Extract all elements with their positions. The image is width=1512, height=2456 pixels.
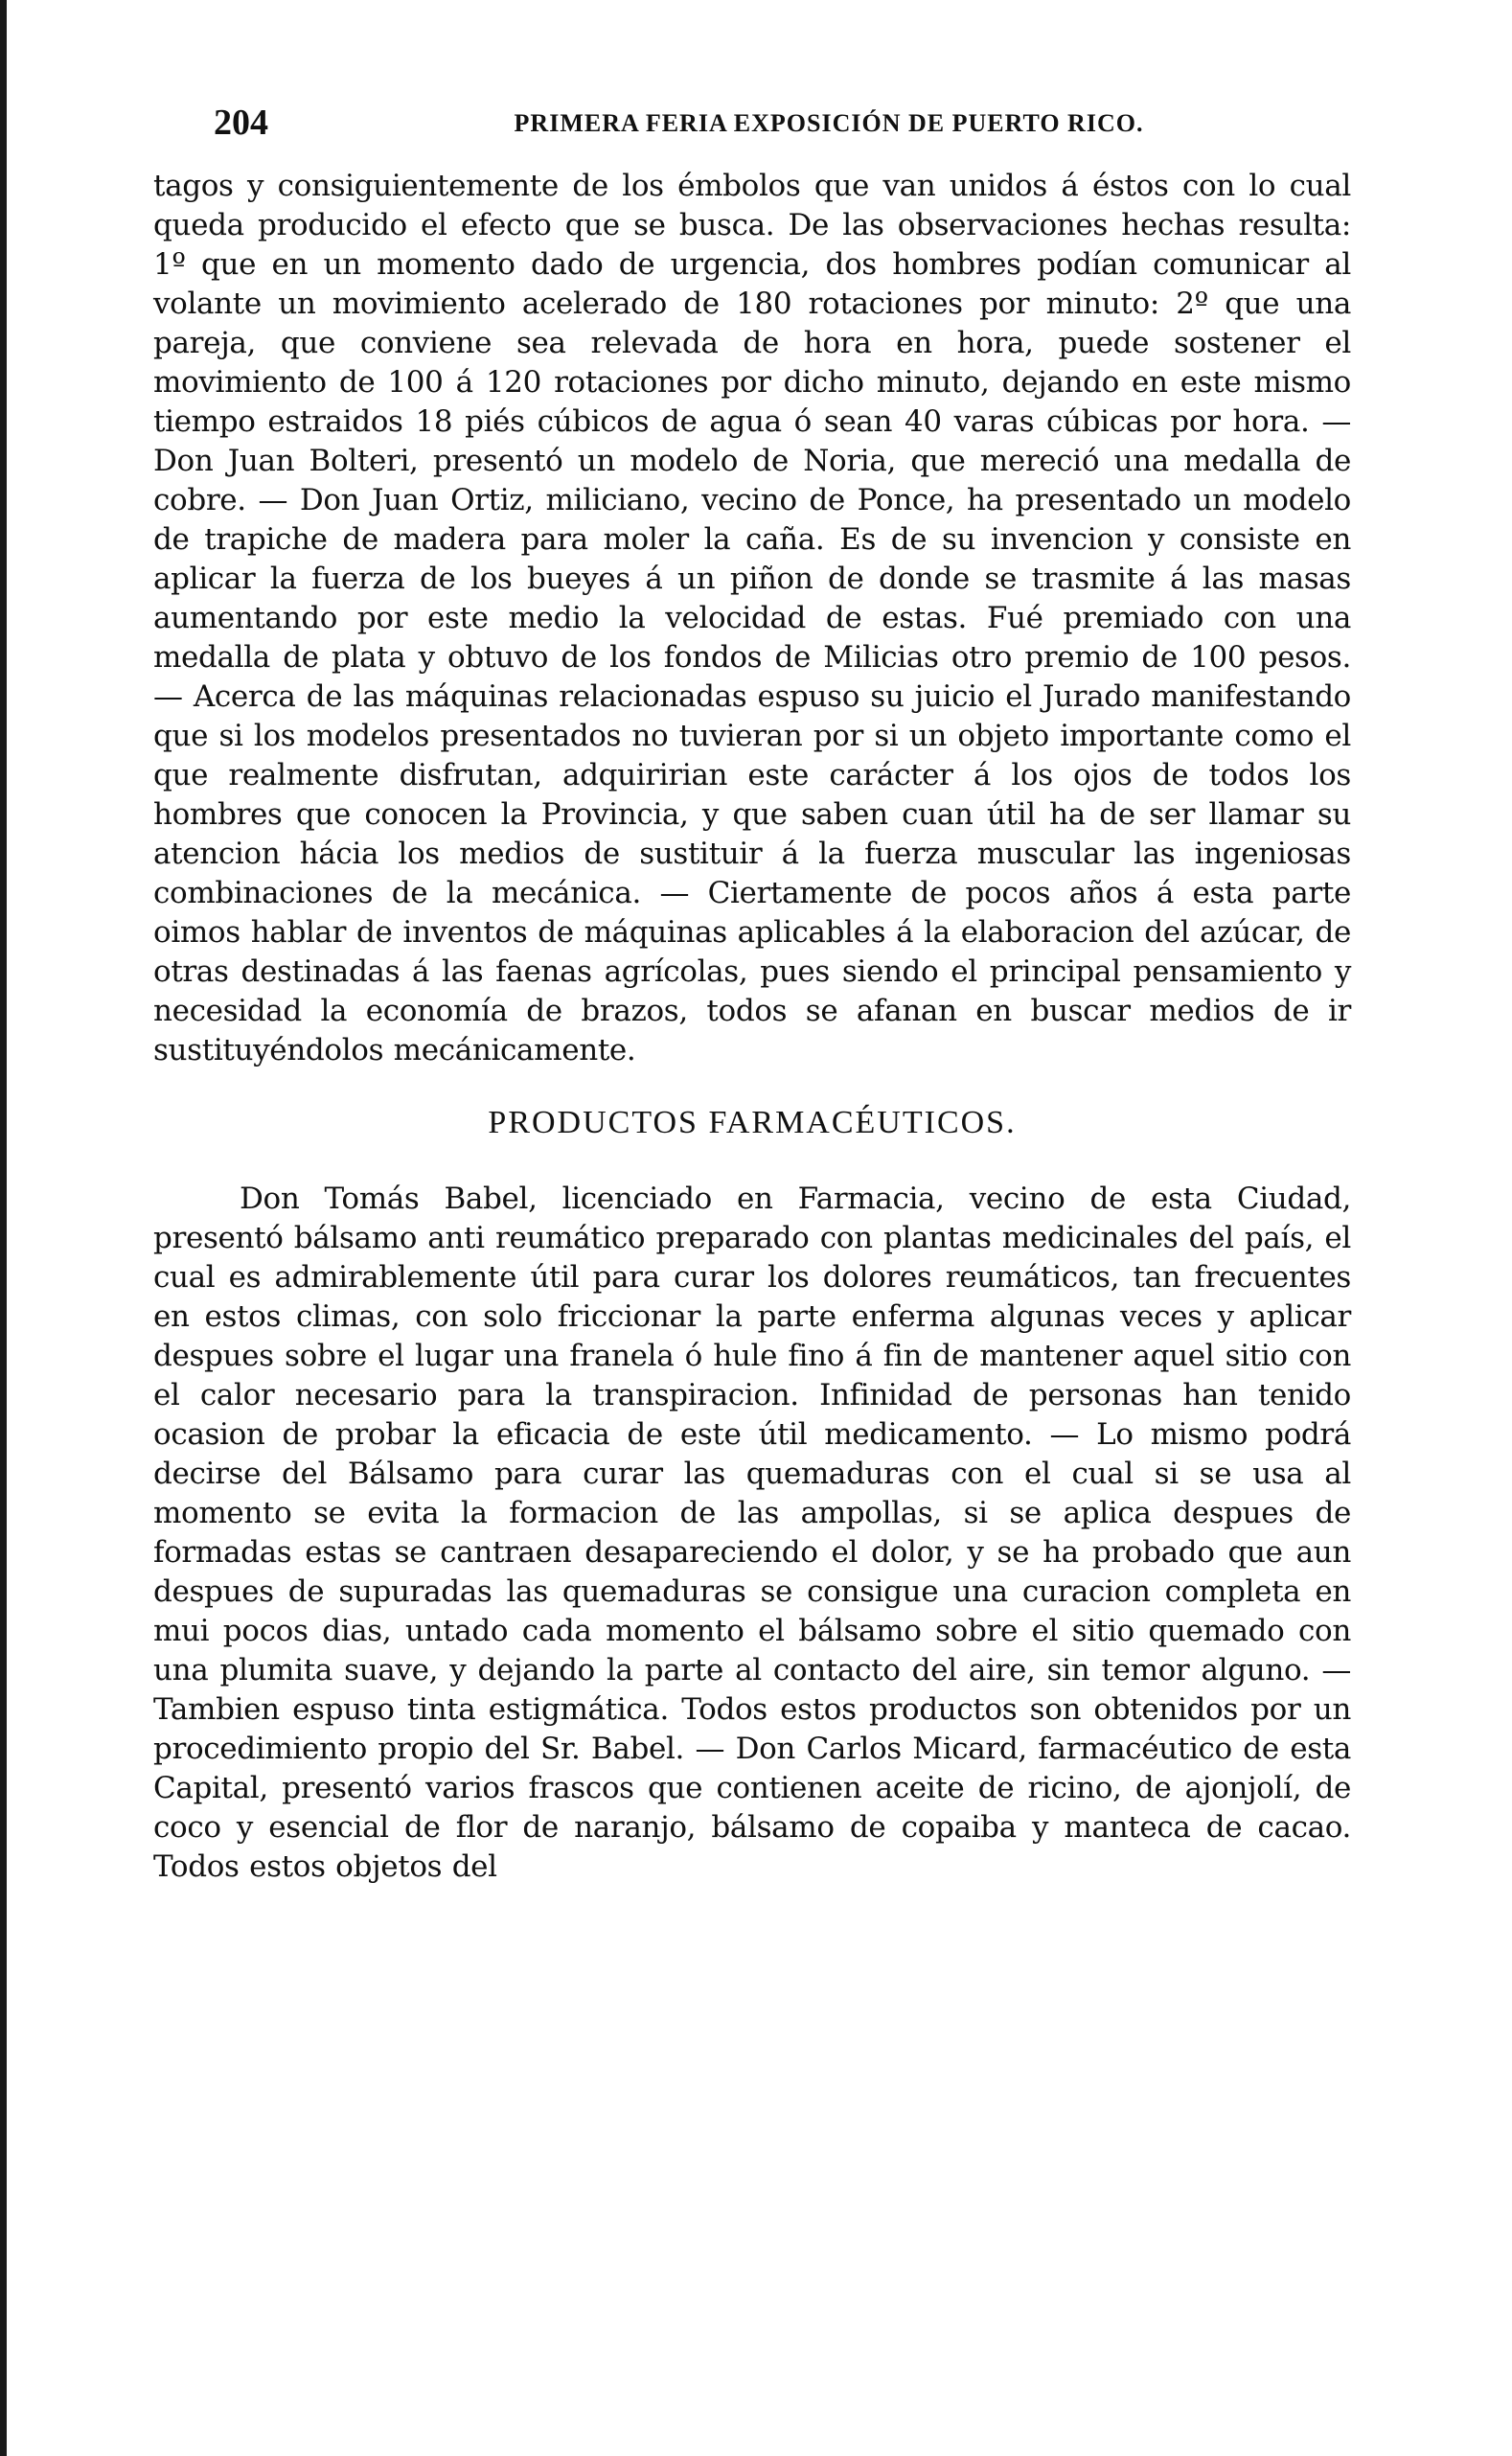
book-page (153, 96, 1351, 1887)
page-header (153, 96, 1351, 153)
running-title: PRIMERA FERIA EXPOSICIÓN DE PUERTO RICO. (514, 109, 1144, 137)
page-number: 204 (214, 103, 268, 143)
section-heading: PRODUCTOS FARMACÉUTICOS. (488, 1105, 1017, 1140)
body-paragraph-pharmaceutical: Don Tomás Babel, licenciado en Farmacia, vecino de esta Ciudad, presentó bálsamo anti reumático preparado con plantas medicinales del país, el cual es admirablemente útil para curar los dolores reumáticos, tan frecuentes en estos climas, con solo friccionar la parte enferma algunas veces y aplicar despues sobre el lugar una franela ó hule fino á fin de mantener aquel sitio con el calor necesario para la transpiracion. Infinidad de personas han tenido ocasion de probar la eficacia de este útil medicamento. — Lo mismo podrá decirse del Bálsamo para curar las quemaduras con el cual si se usa al momento se evita la formacion de las ampollas, si se aplica despues de formadas estas se cantraen desapareciendo el dolor, y se ha probado que aun despues de supuradas las quemaduras se consigue una curacion completa en mui pocos dias, untado cada momento el bálsamo sobre el sitio quemado con una plumita suave, y dejando la parte al contacto del aire, sin temor alguno. — Tambien espuso tinta estigmática. Todos estos productos son obtenidos por un procedimiento propio del Sr. Babel. — Don Carlos Micard, farmacéutico de esta Capital, presentó varios frascos que contienen aceite de ricino, de ajonjolí, de coco y esencial de flor de naranjo, bálsamo de copaiba y manteca de cacao. Todos estos objetos del (153, 1182, 1351, 1884)
body-paragraph-machines: tagos y consiguientemente de los émbolos que van unidos á éstos con lo cual queda producido el efecto que se busca. De las observaciones hechas resulta: 1º que en un momento dado de urgencia, dos hombres podían comunicar al volante un movimiento acelerado de 180 rotaciones por minuto: 2º que una pareja, que conviene sea relevada de hora en hora, puede sostener el movimiento de 100 á 120 rotaciones por dicho minuto, dejando en este mismo tiempo estraidos 18 piés cúbicos de agua ó sean 40 varas cúbicas por hora. — Don Juan Bolteri, presentó un modelo de Noria, que mereció una medalla de cobre. — Don Juan Ortiz, miliciano, vecino de Ponce, ha presentado un modelo de trapiche de madera para moler la caña. Es de su invencion y consiste en aplicar la fuerza de los bueyes á un piñon de donde se trasmite á las masas aumentando por este medio la velocidad de estas. Fué premiado con una medalla de plata y obtuvo de los fondos de Milicias otro premio de 100 pesos. — Acerca de las máquinas relacionadas espuso su juicio el Jurado manifestando que si los modelos presentados no tuvieran por si un objeto importante como el que realmente disfrutan, adquiririan este carácter á los ojos de todos los hombres que conocen la Provincia, y que saben cuan útil ha de ser llamar su atencion hácia los medios de sustituir á la fuerza muscular las ingeniosas combinaciones de la mecánica. — Ciertamente de pocos años á esta parte oimos hablar de inventos de máquinas aplicables á la elaboracion del azúcar, de otras destinadas á las faenas agrícolas, pues siendo el principal pensamiento y necesidad la economía de brazos, todos se afanan en buscar medios de ir sustituyéndolos mecánicamente. (153, 169, 1351, 1067)
scan-edge-shadow (0, 0, 7, 2456)
